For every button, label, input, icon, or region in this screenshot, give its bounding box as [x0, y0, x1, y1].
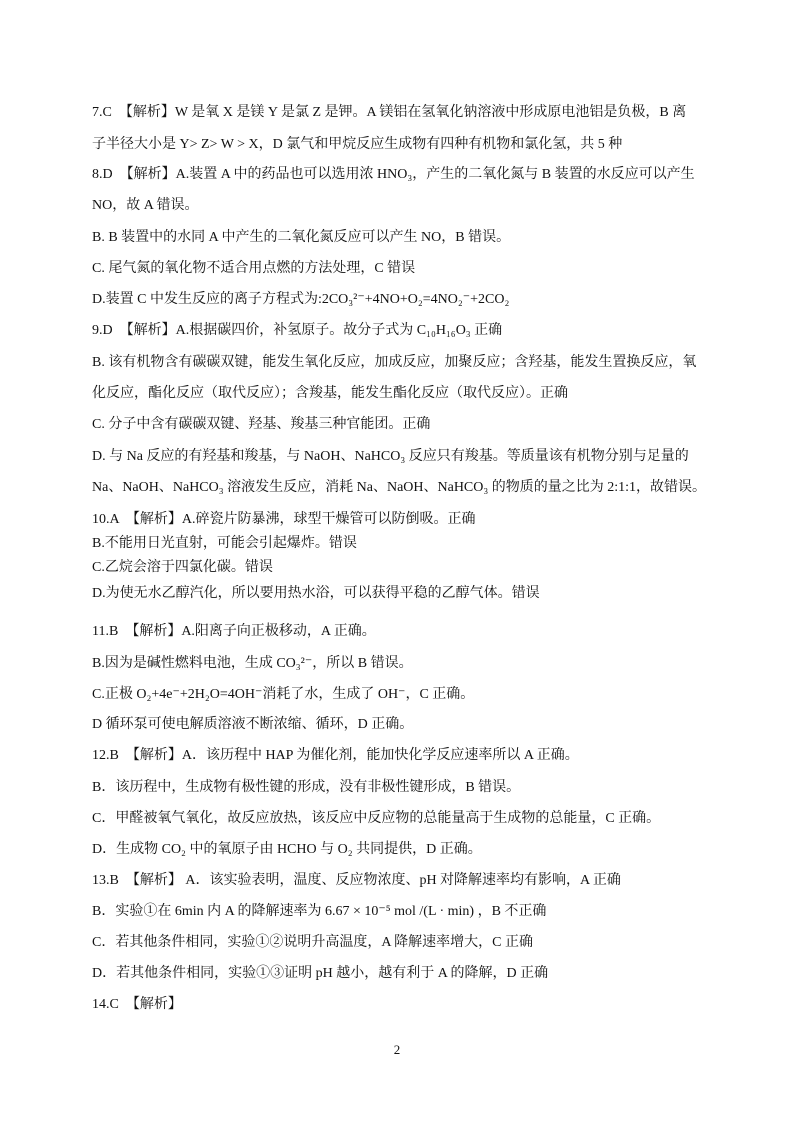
- text-line: D 循环泵可使电解质溶液不断浓缩、循环，D 正确。: [92, 717, 414, 732]
- text-line: B. 该有机物含有碳碳双键，能发生氧化反应，加成反应，加聚反应；含羟基，能发生置换反应，氧: [92, 355, 697, 370]
- text-line: C.乙烷会溶于四氯化碳。错误: [92, 560, 273, 575]
- text-line: Na、NaOH、NaHCO₃ 溶液发生反应，消耗 Na、NaOH、NaHCO₃ 的物质的量之比为 2:1:1，故错误。: [92, 480, 707, 495]
- text-line: C．若其他条件相同，实验①②说明升高温度，A 降解速率增大，C 正确: [92, 935, 534, 950]
- text-line: D．若其他条件相同，实验①③证明 pH 越小，越有利于 A 的降解，D 正确: [92, 966, 549, 981]
- text-line: D．生成物 CO₂ 中的氧原子由 HCHO 与 O₂ 共同提供，D 正确。: [92, 842, 482, 857]
- text-line: 9.D 【解析】A.根据碳四价，补氢原子。故分子式为 C₁₀H₁₆O₃ 正确: [92, 323, 503, 338]
- text-line: D.装置 C 中发生反应的离子方程式为:2CO₃²⁻+4NO+O₂=4NO₂⁻+2CO₂: [92, 292, 510, 307]
- text-line: B．该历程中，生成物有极性键的形成，没有非极性键形成，B 错误。: [92, 780, 521, 795]
- text-line: B.不能用日光直射，可能会引起爆炸。错误: [92, 536, 357, 551]
- text-line: C．甲醛被氧气氧化，故反应放热，该反应中反应物的总能量高于生成物的总能量，C 正确。: [92, 811, 661, 826]
- text-line: C. 分子中含有碳碳双键、羟基、羧基三种官能团。正确: [92, 417, 431, 432]
- text-line: C.正极 O₂+4e⁻+2H₂O=4OH⁻消耗了水，生成了 OH⁻，C 正确。: [92, 687, 475, 702]
- text-line: B.因为是碱性燃料电池，生成 CO₃²⁻，所以 B 错误。: [92, 656, 413, 671]
- text-line: 7.C 【解析】W 是氧 X 是镁 Y 是氯 Z 是钾。A 镁铝在氢氧化钠溶液中形成原电池铝是负极，B 离: [92, 105, 687, 120]
- text-line: D.为使无水乙醇汽化，所以要用热水浴，可以获得平稳的乙醇气体。错误: [92, 586, 540, 601]
- text-line: B. B 装置中的水同 A 中产生的二氧化氮反应可以产生 NO，B 错误。: [92, 230, 511, 245]
- text-line: 8.D 【解析】A.装置 A 中的药品也可以选用浓 HNO₃，产生的二氧化氮与 B 装置的水反应可以产生: [92, 167, 695, 182]
- text-line: 13.B 【解析】 A．该实验表明，温度、反应物浓度、pH 对降解速率均有影响，A 正确: [92, 873, 621, 888]
- text-line: 11.B 【解析】A.阳离子向正极移动，A 正确。: [92, 624, 376, 639]
- text-line: 子半径大小是 Y> Z> W > X，D 氯气和甲烷反应生成物有四种有机物和氯化氢，共 5 种: [92, 137, 623, 152]
- text-line: D. 与 Na 反应的有羟基和羧基，与 NaOH、NaHCO₃ 反应只有羧基。等质量该有机物分别与足量的: [92, 449, 689, 464]
- text-line: 12.B 【解析】A．该历程中 HAP 为催化剂，能加快化学反应速率所以 A 正确。: [92, 748, 579, 763]
- text-line: 10.A 【解析】A.碎瓷片防暴沸，球型干燥管可以防倒吸。正确: [92, 512, 476, 527]
- page-number: 2: [393, 1042, 401, 1057]
- text-line: B．实验①在 6min 内 A 的降解速率为 6.67 × 10⁻⁵ mol /(L · min) ，B 不正确: [92, 904, 547, 919]
- text-line: 化反应，酯化反应（取代反应）；含羧基，能发生酯化反应（取代反应）。正确: [92, 386, 568, 401]
- text-line: NO，故 A 错误。: [92, 198, 199, 213]
- text-line: C. 尾气氮的氧化物不适合用点燃的方法处理，C 错误: [92, 261, 416, 276]
- text-line: 14.C 【解析】: [92, 997, 182, 1012]
